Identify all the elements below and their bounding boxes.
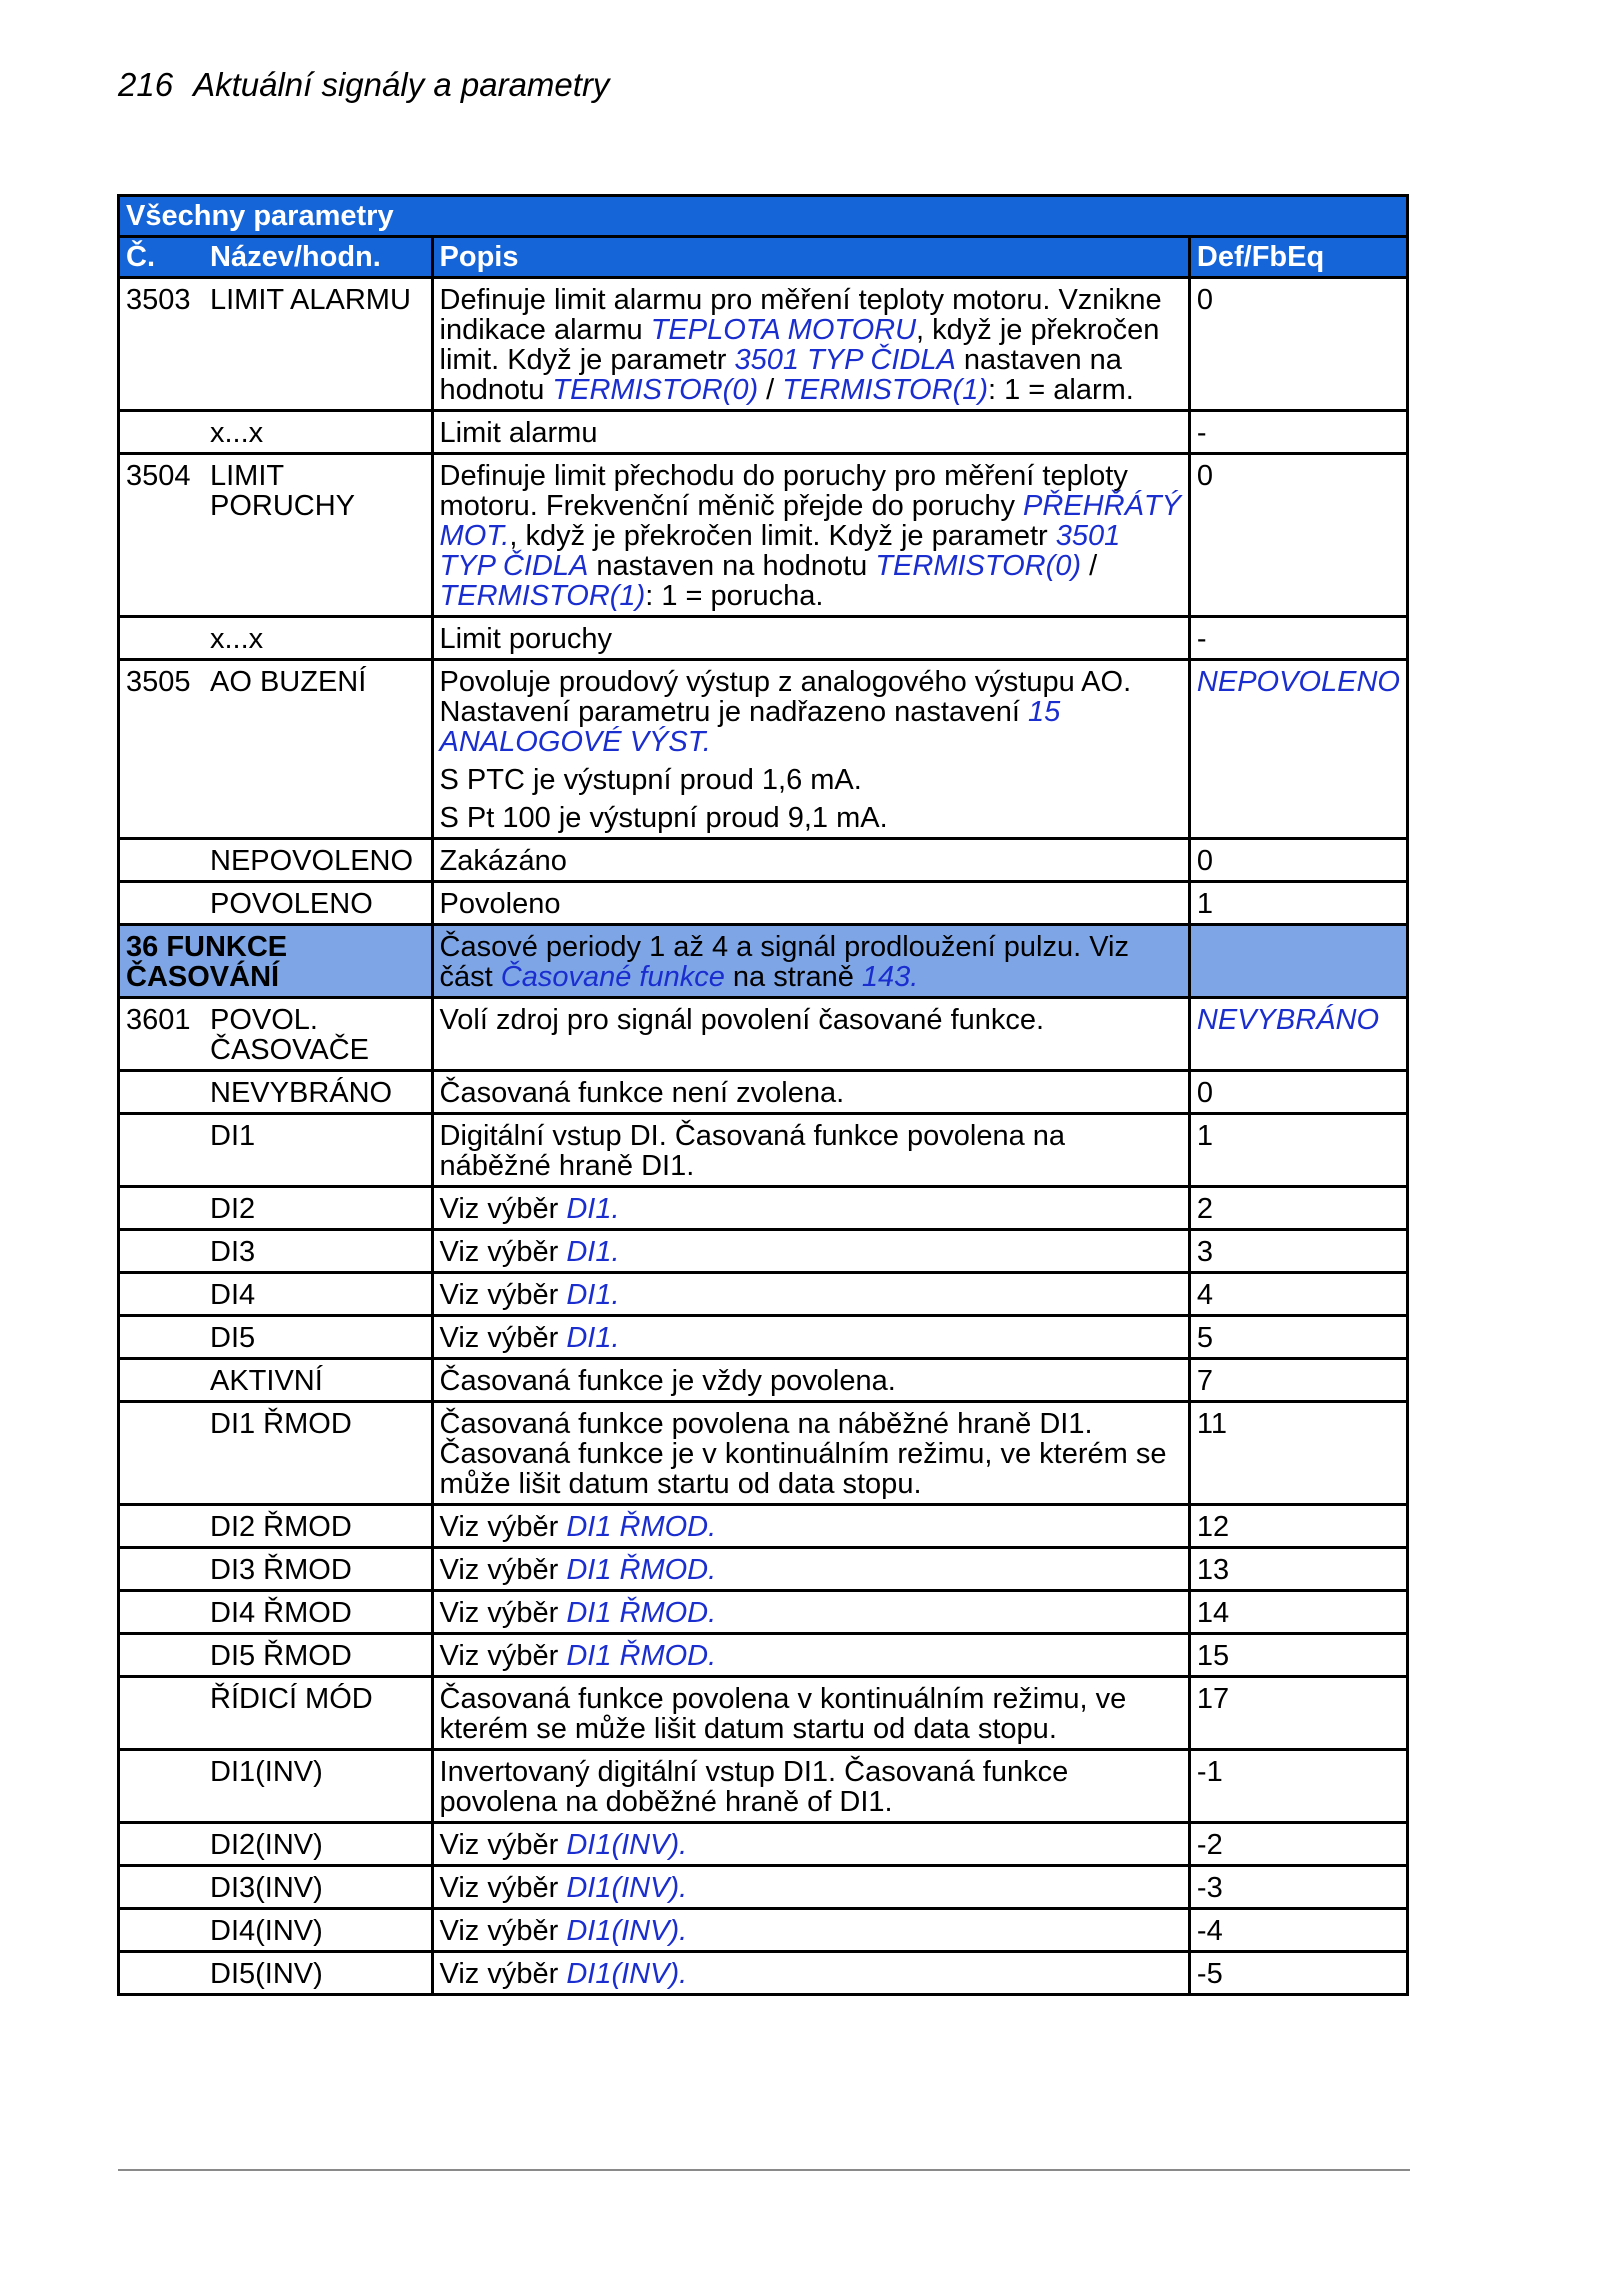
table-row [119, 1866, 1408, 1909]
text: Viz výběr [439, 1958, 567, 1990]
value-name [119, 1677, 433, 1750]
value-label: DI2 [210, 1193, 256, 1225]
param-number: 3504 [126, 460, 191, 492]
text: . [679, 1915, 688, 1947]
page-reference-link[interactable]: 143 [861, 961, 911, 993]
param-description: Volí zdroj pro signál povolení časované funkce. [432, 998, 1189, 1071]
value-fbeq: 0 [1189, 839, 1407, 882]
cross-reference-link[interactable]: 15 ANALOGOVÉ VÝST. [439, 696, 1061, 758]
value-name [119, 1230, 433, 1273]
value-fbeq: -5 [1189, 1952, 1407, 1995]
value-fbeq: 15 [1189, 1634, 1407, 1677]
value-label: DI2(INV) [210, 1829, 323, 1861]
cross-reference-link[interactable]: DI1 ŘMOD [566, 1554, 709, 1586]
text: na straně [724, 961, 862, 993]
table-row [119, 998, 1408, 1071]
group-name: 36 FUNKCE ČASOVÁNÍ [119, 925, 433, 998]
group-description [432, 925, 1189, 998]
text: S Pt 100 je výstupní proud 9,1 mA. [439, 802, 888, 834]
value-description: Digitální vstup DI. Časovaná funkce povolena na náběžné hraně DI1. [432, 1114, 1189, 1187]
param-name: LIMIT PORUCHY [210, 460, 356, 522]
table-row [119, 1591, 1408, 1634]
value-description [432, 1823, 1189, 1866]
value-name [119, 1548, 433, 1591]
group-default [1189, 925, 1407, 998]
value-label: DI1 [210, 1120, 256, 1152]
table-title-row [119, 196, 1408, 237]
value-label: DI4 [210, 1279, 256, 1311]
text: Časové periody 1 až 4 a signál prodloužení pulzu. Viz část [439, 931, 1129, 993]
text: . [611, 1236, 620, 1268]
value-fbeq: - [1189, 617, 1407, 660]
cross-reference-link[interactable]: TEPLOTA MOTORU [650, 314, 917, 346]
text: Viz výběr [439, 1640, 567, 1672]
param-name-cell [119, 278, 433, 411]
value-description: Limit alarmu [432, 411, 1189, 454]
value-name [119, 1505, 433, 1548]
value-name [119, 1909, 433, 1952]
header-description: Popis [432, 237, 1189, 278]
value-description: Limit poruchy [432, 617, 1189, 660]
value-fbeq: 0 [1189, 1071, 1407, 1114]
value-description: Časovaná funkce je vždy povolena. [432, 1359, 1189, 1402]
cross-reference-link[interactable]: DI1 [566, 1279, 612, 1311]
value-description [432, 1273, 1189, 1316]
value-label: AKTIVNÍ [210, 1365, 323, 1397]
cross-reference-link[interactable]: DI1(INV) [566, 1829, 680, 1861]
value-name [119, 1071, 433, 1114]
value-description: Časovaná funkce povolena v kontinuálním režimu, ve kterém se může lišit datum startu od data stopu. [432, 1677, 1189, 1750]
value-name [119, 1402, 433, 1505]
text: Viz výběr [439, 1322, 567, 1354]
default-value-link[interactable]: NEPOVOLENO [1196, 666, 1400, 698]
text: , když je překročen limit. Když je parametr [439, 314, 1160, 376]
text: . [708, 1640, 717, 1672]
text: . [708, 1554, 717, 1586]
cross-reference-link[interactable]: DI1 [566, 1193, 612, 1225]
page-header [118, 66, 609, 104]
cross-reference-link[interactable]: DI1 ŘMOD [566, 1597, 709, 1629]
text: . [708, 1511, 717, 1543]
value-fbeq: 14 [1189, 1591, 1407, 1634]
param-number: 3503 [126, 284, 191, 316]
cross-reference-link[interactable]: Časované funkce [500, 961, 725, 993]
value-name [119, 1866, 433, 1909]
value-label: NEPOVOLENO [210, 845, 414, 877]
text: . [679, 1958, 688, 1990]
value-description [432, 1634, 1189, 1677]
text: . [611, 1193, 620, 1225]
table-row [119, 1187, 1408, 1230]
text: Viz výběr [439, 1511, 567, 1543]
value-fbeq: -2 [1189, 1823, 1407, 1866]
value-name [119, 1823, 433, 1866]
page-title: Aktuální signály a parametry [193, 66, 610, 103]
value-name [119, 1273, 433, 1316]
value-fbeq: - [1189, 411, 1407, 454]
table-row [119, 1273, 1408, 1316]
table-row [119, 1823, 1408, 1866]
param-number: 3505 [126, 666, 191, 698]
param-description [432, 278, 1189, 411]
param-default: 0 [1189, 278, 1407, 411]
table-row [119, 278, 1408, 411]
value-fbeq: -4 [1189, 1909, 1407, 1952]
text: Viz výběr [439, 1872, 567, 1904]
value-label: x...x [210, 623, 264, 655]
value-label: ŘÍDICÍ MÓD [210, 1683, 373, 1715]
value-fbeq: 12 [1189, 1505, 1407, 1548]
text: Viz výběr [439, 1193, 567, 1225]
param-default [1189, 998, 1407, 1071]
table-row [119, 1359, 1408, 1402]
value-description [432, 1316, 1189, 1359]
value-label: DI5 [210, 1322, 256, 1354]
text: Definuje limit přechodu do poruchy pro měření teploty motoru. Frekvenční měnič přejde do poruchy [439, 460, 1128, 522]
table-row [119, 1634, 1408, 1677]
text: . [611, 1322, 620, 1354]
text: . [679, 1872, 688, 1904]
value-label: DI4(INV) [210, 1915, 323, 1947]
footer-divider [118, 2169, 1410, 2171]
value-fbeq: 5 [1189, 1316, 1407, 1359]
table-row [119, 1402, 1408, 1505]
text: / [1081, 550, 1098, 582]
table-row [119, 1750, 1408, 1823]
value-label: DI5 ŘMOD [210, 1640, 352, 1672]
cross-reference-link[interactable]: TERMISTOR(0) [552, 374, 759, 406]
table-row [119, 1952, 1408, 1995]
value-label: DI1 ŘMOD [210, 1408, 352, 1440]
param-description [432, 454, 1189, 617]
text: nastaven na hodnotu [588, 550, 876, 582]
header-number: Č. [126, 241, 155, 273]
value-description [432, 1187, 1189, 1230]
value-fbeq: 1 [1189, 1114, 1407, 1187]
value-fbeq: 2 [1189, 1187, 1407, 1230]
cross-reference-link[interactable]: TERMISTOR(0) [875, 550, 1082, 582]
value-name [119, 882, 433, 925]
value-description: Invertovaný digitální vstup DI1. Časovaná funkce povolena na doběžné hraně of DI1. [432, 1750, 1189, 1823]
value-label: DI3 [210, 1236, 256, 1268]
value-fbeq: 4 [1189, 1273, 1407, 1316]
table-row [119, 660, 1408, 839]
value-label: DI3 ŘMOD [210, 1554, 352, 1586]
value-fbeq: -1 [1189, 1750, 1407, 1823]
value-fbeq: 3 [1189, 1230, 1407, 1273]
value-name [119, 1634, 433, 1677]
group-header-row [119, 925, 1408, 998]
value-name [119, 1952, 433, 1995]
header-default: Def/FbEq [1189, 237, 1407, 278]
table-row [119, 1909, 1408, 1952]
value-name [119, 1591, 433, 1634]
value-description: Časovaná funkce není zvolena. [432, 1071, 1189, 1114]
table-title: Všechny parametry [119, 196, 1408, 237]
value-label: DI1(INV) [210, 1756, 323, 1788]
value-label: POVOLENO [210, 888, 373, 920]
value-description: Časovaná funkce povolena na náběžné hraně DI1. Časovaná funkce je v kontinuálním režimu, ve kterém se může lišit datum startu od data stopu. [432, 1402, 1189, 1505]
param-name: AO BUZENÍ [210, 666, 367, 698]
table-header-row [119, 237, 1408, 278]
table-row [119, 1071, 1408, 1114]
param-name-cell [119, 998, 433, 1071]
value-fbeq: 11 [1189, 1402, 1407, 1505]
text: Definuje limit alarmu pro měření teploty motoru. Vznikne indikace alarmu [439, 284, 1162, 346]
value-description: Povoleno [432, 882, 1189, 925]
text: nastaven na hodnotu [439, 344, 1122, 406]
value-description [432, 1952, 1189, 1995]
value-label: DI3(INV) [210, 1872, 323, 1904]
param-default: 0 [1189, 454, 1407, 617]
cross-reference-link[interactable]: 3501 TYP ČIDLA [734, 344, 956, 376]
table-row [119, 1548, 1408, 1591]
page-number: 216 [118, 66, 174, 103]
value-label: DI2 ŘMOD [210, 1511, 352, 1543]
value-name [119, 1750, 433, 1823]
param-name-cell [119, 660, 433, 839]
value-description [432, 1548, 1189, 1591]
table-row [119, 1316, 1408, 1359]
cross-reference-link[interactable]: DI1 ŘMOD [566, 1511, 709, 1543]
value-description [432, 1230, 1189, 1273]
cross-reference-link[interactable]: DI1 [566, 1236, 612, 1268]
text: Viz výběr [439, 1829, 567, 1861]
param-number: 3601 [126, 1004, 191, 1036]
value-name [119, 411, 433, 454]
value-description: Zakázáno [432, 839, 1189, 882]
table-row [119, 617, 1408, 660]
value-description [432, 1591, 1189, 1634]
text: S PTC je výstupní proud 1,6 mA. [439, 764, 862, 796]
value-fbeq: -3 [1189, 1866, 1407, 1909]
table-row [119, 839, 1408, 882]
value-fbeq: 13 [1189, 1548, 1407, 1591]
param-description [432, 660, 1189, 839]
cross-reference-link[interactable]: DI1 ŘMOD [566, 1640, 709, 1672]
text: Viz výběr [439, 1597, 567, 1629]
value-name [119, 1359, 433, 1402]
text: . [679, 1829, 688, 1861]
default-value-link[interactable]: NEVYBRÁNO [1196, 1004, 1380, 1036]
cross-reference-link[interactable]: DI1(INV) [566, 1958, 680, 1990]
parameters-table [117, 194, 1409, 1996]
text: : 1 = alarm. [988, 374, 1134, 406]
cross-reference-link[interactable]: TERMISTOR(1) [439, 580, 646, 612]
value-fbeq: 17 [1189, 1677, 1407, 1750]
text: Viz výběr [439, 1236, 567, 1268]
table-row [119, 882, 1408, 925]
value-label: x...x [210, 417, 264, 449]
table-row [119, 1114, 1408, 1187]
cross-reference-link[interactable]: PŘEHŘÁTÝ MOT. [439, 490, 1181, 552]
param-default [1189, 660, 1407, 839]
text: Povoluje proudový výstup z analogového výstupu AO. Nastavení parametru je nadřazeno nastavení [439, 666, 1132, 728]
value-name [119, 1114, 433, 1187]
header-name-cell [119, 237, 433, 278]
value-name [119, 1187, 433, 1230]
table-row [119, 411, 1408, 454]
table-row [119, 1677, 1408, 1750]
value-fbeq: 7 [1189, 1359, 1407, 1402]
cross-reference-link[interactable]: DI1(INV) [566, 1872, 680, 1904]
table-row [119, 1230, 1408, 1273]
cross-reference-link[interactable]: 3501 TYP ČIDLA [439, 520, 1121, 582]
value-description [432, 1909, 1189, 1952]
text: , když je překročen limit. Když je parametr [509, 520, 1056, 552]
value-description [432, 1866, 1189, 1909]
cross-reference-link[interactable]: DI1 [566, 1322, 612, 1354]
cross-reference-link[interactable]: DI1(INV) [566, 1915, 680, 1947]
cross-reference-link[interactable]: TERMISTOR(1) [782, 374, 988, 406]
param-name: POVOL. ČASOVAČE [210, 1004, 370, 1066]
text: Viz výběr [439, 1554, 567, 1586]
text: . [708, 1597, 717, 1629]
text: / [758, 374, 783, 406]
param-name-cell [119, 454, 433, 617]
table-row [119, 1505, 1408, 1548]
value-label: DI5(INV) [210, 1958, 323, 1990]
text: . [910, 961, 919, 993]
param-name: LIMIT ALARMU [210, 284, 411, 316]
text: . [611, 1279, 620, 1311]
value-name [119, 617, 433, 660]
text: : 1 = porucha. [645, 580, 824, 612]
table-row [119, 454, 1408, 617]
header-name: Název/hodn. [210, 241, 381, 273]
text: Viz výběr [439, 1915, 567, 1947]
value-name [119, 1316, 433, 1359]
value-name [119, 839, 433, 882]
value-label: NEVYBRÁNO [210, 1077, 393, 1109]
value-description [432, 1505, 1189, 1548]
value-label: DI4 ŘMOD [210, 1597, 352, 1629]
text: Viz výběr [439, 1279, 567, 1311]
value-fbeq: 1 [1189, 882, 1407, 925]
